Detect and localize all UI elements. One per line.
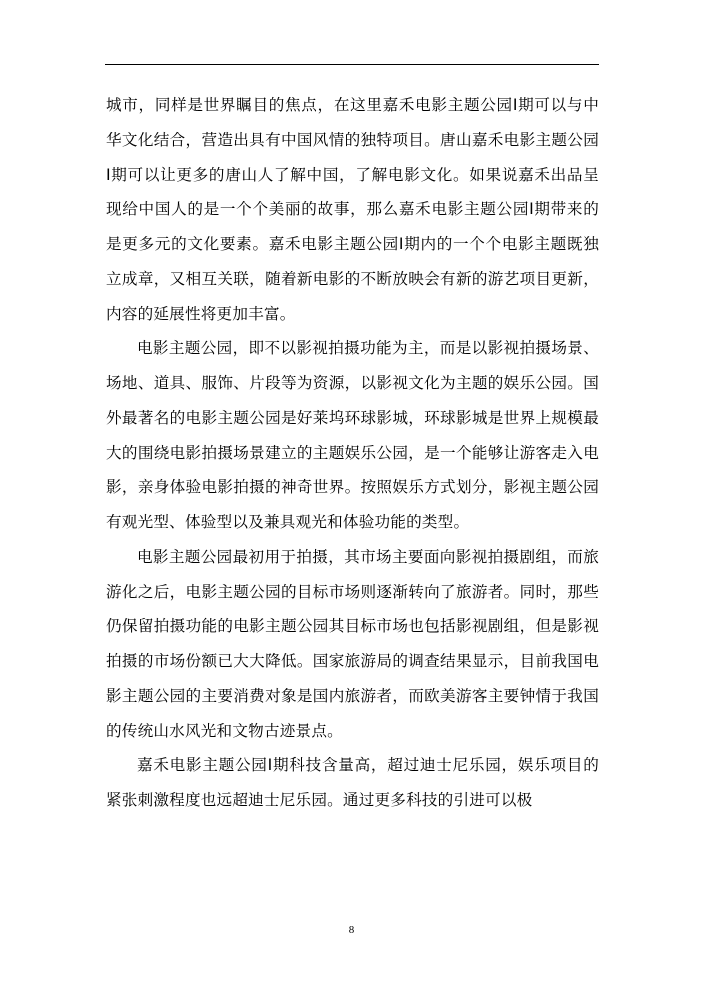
page-number: 8	[348, 924, 355, 936]
header-rule	[105, 64, 599, 65]
paragraph-1: 城市，同样是世界瞩目的焦点，在这里嘉禾电影主题公园Ⅰ期可以与中华文化结合，营造出具有中国风情的独特项目。唐山嘉禾电影主题公园Ⅰ期可以让更多的唐山人了解中国，了解电影文化。如果说嘉禾出品呈现给中国人的是一个个美丽的故事，那么嘉禾电影主题公园Ⅰ期带来的是更多元的文化要素。嘉禾电影主题公园Ⅰ期内的一个个电影主题既独立成章，又相互关联，随着新电影的不断放映会有新的游艺项目更新，内容的延展性将更加丰富。	[106, 96, 599, 323]
paragraph-4: 嘉禾电影主题公园Ⅰ期科技含量高，超过迪士尼乐园，娱乐项目的紧张刺激程度也远超迪士尼乐园。通过更多科技的引进可以极	[106, 756, 599, 809]
paragraph-2: 电影主题公园，即不以影视拍摄功能为主，而是以影视拍摄场景、场地、道具、服饰、片段等为资源，以影视文化为主题的娱乐公园。国外最著名的电影主题公园是好莱坞环球影城，环球影城是世界上规模最大的围绕电影拍摄场景建立的主题娱乐公园，是一个能够让游客走入电影，亲身体验电影拍摄的神奇世界。按照娱乐方式划分，影视主题公园有观光型、体验型以及兼具观光和体验功能的类型。	[106, 339, 599, 531]
paragraph-3: 电影主题公园最初用于拍摄，其市场主要面向影视拍摄剧组，而旅游化之后，电影主题公园的目标市场则逐渐转向了旅游者。同时，那些仍保留拍摄功能的电影主题公园其目标市场也包括影视剧组，但是影视拍摄的市场份额已大大降低。国家旅游局的调查结果显示，目前我国电影主题公园的主要消费对象是国内旅游者，而欧美游客主要钟情于我国的传统山水风光和文物古迹景点。	[106, 547, 599, 740]
document-body	[106, 88, 599, 818]
